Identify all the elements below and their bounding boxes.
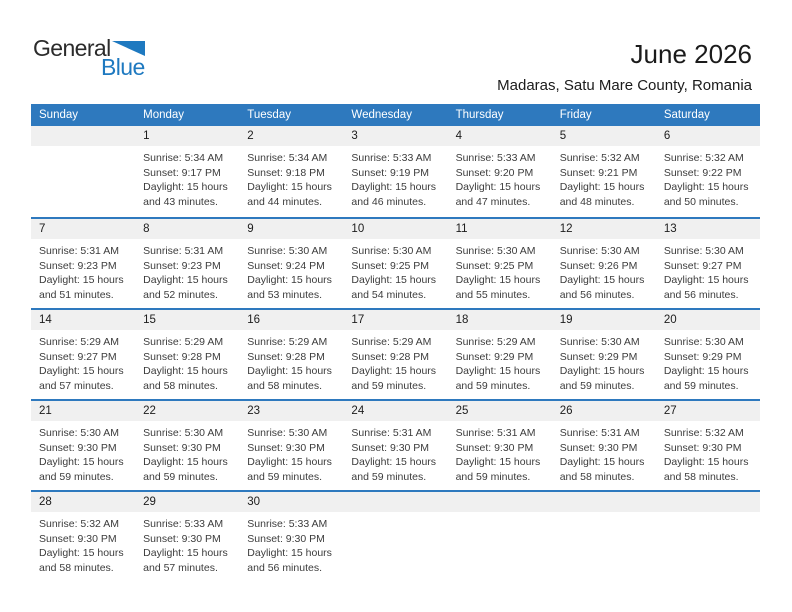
sunrise-text: Sunrise: 5:29 AM	[351, 336, 432, 348]
week-row	[31, 217, 760, 308]
day-cell	[552, 219, 656, 308]
day-details	[31, 330, 135, 393]
sunrise-text: Sunrise: 5:34 AM	[247, 152, 328, 164]
daylight-text-line2: and 59 minutes.	[455, 470, 531, 483]
daylight-text-line1: Daylight: 15 hours	[351, 181, 437, 194]
day-cell	[552, 310, 656, 399]
sunrise-text: Sunrise: 5:29 AM	[247, 336, 328, 348]
sunrise-text: Sunrise: 5:30 AM	[663, 245, 744, 257]
day-cell	[135, 401, 239, 490]
daylight-text-line1: Daylight: 15 hours	[663, 456, 749, 469]
sunset-text: Sunset: 9:18 PM	[247, 166, 325, 179]
sunrise-text: Sunrise: 5:31 AM	[39, 245, 119, 257]
weekday-header-monday: Monday	[143, 109, 185, 121]
day-cell	[239, 401, 343, 490]
day-cell	[343, 126, 447, 217]
day-number: 30	[239, 492, 343, 512]
daylight-text-line2: and 59 minutes.	[663, 379, 739, 392]
day-cell	[31, 219, 135, 308]
day-number	[31, 126, 135, 146]
day-cell	[31, 492, 135, 581]
day-details	[656, 421, 760, 484]
day-number	[448, 492, 552, 512]
sunset-text: Sunset: 9:22 PM	[663, 166, 742, 179]
day-details	[239, 146, 343, 209]
sunset-text: Sunset: 9:29 PM	[559, 350, 638, 363]
day-number: 14	[31, 310, 135, 330]
daylight-text-line1: Daylight: 15 hours	[39, 456, 124, 469]
day-number: 15	[135, 310, 239, 330]
daylight-text-line1: Daylight: 15 hours	[247, 547, 332, 560]
daylight-text-line2: and 56 minutes.	[247, 561, 322, 574]
daylight-text-line1: Daylight: 15 hours	[351, 456, 437, 469]
sunset-text: Sunset: 9:26 PM	[559, 259, 638, 272]
sunset-text: Sunset: 9:28 PM	[247, 350, 325, 363]
sunrise-text: Sunrise: 5:34 AM	[143, 152, 224, 164]
day-details	[31, 421, 135, 484]
daylight-text-line2: and 58 minutes.	[39, 561, 114, 574]
weekday-header-row	[31, 104, 760, 126]
daylight-text-line2: and 50 minutes.	[663, 195, 739, 208]
daylight-text-line2: and 59 minutes.	[143, 470, 218, 483]
daylight-text-line1: Daylight: 15 hours	[455, 365, 541, 378]
daylight-text-line1: Daylight: 15 hours	[143, 274, 228, 287]
week-row	[31, 126, 760, 217]
weekday-header-thursday: Thursday	[455, 109, 504, 121]
sunrise-text: Sunrise: 5:30 AM	[351, 245, 432, 257]
day-details	[239, 512, 343, 575]
weekday-header-wednesday: Wednesday	[351, 109, 412, 121]
sunrise-text: Sunrise: 5:30 AM	[663, 336, 744, 348]
calendar-weeks	[31, 126, 760, 581]
day-number: 20	[656, 310, 760, 330]
daylight-text-line2: and 56 minutes.	[559, 288, 635, 301]
weekday-header-tuesday: Tuesday	[247, 109, 291, 121]
daylight-text-line2: and 58 minutes.	[559, 470, 635, 483]
daylight-text-line1: Daylight: 15 hours	[663, 181, 749, 194]
day-details	[448, 239, 552, 302]
daylight-text-line1: Daylight: 15 hours	[559, 365, 645, 378]
day-number: 29	[135, 492, 239, 512]
week-row	[31, 490, 760, 581]
daylight-text-line2: and 59 minutes.	[351, 470, 427, 483]
day-cell	[656, 219, 760, 308]
daylight-text-line1: Daylight: 15 hours	[143, 456, 228, 469]
daylight-text-line1: Daylight: 15 hours	[559, 456, 645, 469]
daylight-text-line1: Daylight: 15 hours	[351, 274, 437, 287]
daylight-text-line2: and 47 minutes.	[455, 195, 531, 208]
daylight-text-line1: Daylight: 15 hours	[143, 181, 228, 194]
day-cell	[656, 310, 760, 399]
sunrise-text: Sunrise: 5:30 AM	[455, 245, 536, 257]
day-number	[552, 492, 656, 512]
empty-cell	[31, 126, 135, 217]
day-details	[343, 146, 447, 209]
day-details	[552, 512, 656, 517]
sunrise-text: Sunrise: 5:30 AM	[559, 336, 640, 348]
week-row	[31, 308, 760, 399]
day-number: 1	[135, 126, 239, 146]
header-titles	[497, 40, 752, 94]
day-details	[343, 239, 447, 302]
daylight-text-line1: Daylight: 15 hours	[39, 365, 124, 378]
day-cell	[135, 492, 239, 581]
weekday-header-friday: Friday	[559, 109, 592, 121]
sunrise-text: Sunrise: 5:29 AM	[143, 336, 224, 348]
logo-word-general: General	[33, 35, 111, 61]
sunrise-text: Sunrise: 5:32 AM	[39, 518, 119, 530]
sunset-text: Sunset: 9:30 PM	[39, 532, 117, 545]
day-details	[135, 239, 239, 302]
daylight-text-line2: and 58 minutes.	[143, 379, 218, 392]
day-number: 19	[552, 310, 656, 330]
daylight-text-line1: Daylight: 15 hours	[663, 274, 749, 287]
day-cell	[448, 126, 552, 217]
day-number: 3	[343, 126, 447, 146]
day-cell	[552, 401, 656, 490]
day-number: 28	[31, 492, 135, 512]
daylight-text-line2: and 58 minutes.	[663, 470, 739, 483]
sunset-text: Sunset: 9:23 PM	[39, 259, 117, 272]
sunset-text: Sunset: 9:30 PM	[247, 532, 325, 545]
weekday-header-saturday: Saturday	[663, 109, 710, 121]
sunrise-text: Sunrise: 5:33 AM	[455, 152, 536, 164]
sunset-text: Sunset: 9:30 PM	[247, 441, 325, 454]
sunset-text: Sunset: 9:30 PM	[143, 441, 221, 454]
logo	[33, 37, 145, 79]
daylight-text-line1: Daylight: 15 hours	[455, 274, 541, 287]
day-cell	[135, 126, 239, 217]
sunset-text: Sunset: 9:28 PM	[143, 350, 221, 363]
daylight-text-line2: and 52 minutes.	[143, 288, 218, 301]
daylight-text-line2: and 44 minutes.	[247, 195, 322, 208]
daylight-text-line1: Daylight: 15 hours	[39, 547, 124, 560]
day-number: 25	[448, 401, 552, 421]
day-number: 11	[448, 219, 552, 239]
daylight-text-line2: and 59 minutes.	[351, 379, 427, 392]
daylight-text-line2: and 56 minutes.	[663, 288, 739, 301]
daylight-text-line2: and 58 minutes.	[247, 379, 322, 392]
day-number: 18	[448, 310, 552, 330]
day-number: 21	[31, 401, 135, 421]
day-number: 27	[656, 401, 760, 421]
day-details	[448, 146, 552, 209]
sunset-text: Sunset: 9:19 PM	[351, 166, 430, 179]
sunrise-text: Sunrise: 5:33 AM	[143, 518, 224, 530]
day-cell	[343, 219, 447, 308]
day-details	[343, 512, 447, 517]
sunrise-text: Sunrise: 5:31 AM	[559, 427, 640, 439]
calendar-table	[31, 104, 760, 581]
month-title: June 2026	[630, 39, 752, 69]
daylight-text-line1: Daylight: 15 hours	[143, 547, 228, 560]
daylight-text-line2: and 46 minutes.	[351, 195, 427, 208]
day-details	[135, 330, 239, 393]
sunset-text: Sunset: 9:29 PM	[663, 350, 742, 363]
sunset-text: Sunset: 9:17 PM	[143, 166, 221, 179]
day-details	[135, 146, 239, 209]
sunrise-text: Sunrise: 5:33 AM	[351, 152, 432, 164]
sunset-text: Sunset: 9:28 PM	[351, 350, 430, 363]
sunset-text: Sunset: 9:27 PM	[663, 259, 742, 272]
day-number: 17	[343, 310, 447, 330]
sunrise-text: Sunrise: 5:30 AM	[559, 245, 640, 257]
day-cell	[31, 310, 135, 399]
daylight-text-line1: Daylight: 15 hours	[143, 365, 228, 378]
empty-cell	[448, 492, 552, 581]
day-details	[239, 239, 343, 302]
daylight-text-line2: and 51 minutes.	[39, 288, 114, 301]
day-number: 22	[135, 401, 239, 421]
day-cell	[448, 219, 552, 308]
daylight-text-line1: Daylight: 15 hours	[559, 181, 645, 194]
day-details	[448, 330, 552, 393]
daylight-text-line2: and 54 minutes.	[351, 288, 427, 301]
day-number	[343, 492, 447, 512]
day-cell	[239, 310, 343, 399]
day-cell	[239, 126, 343, 217]
daylight-text-line1: Daylight: 15 hours	[247, 456, 332, 469]
day-cell	[552, 126, 656, 217]
sunrise-text: Sunrise: 5:31 AM	[351, 427, 432, 439]
day-details	[343, 421, 447, 484]
day-number: 2	[239, 126, 343, 146]
day-cell	[31, 401, 135, 490]
daylight-text-line1: Daylight: 15 hours	[455, 181, 541, 194]
sunrise-text: Sunrise: 5:30 AM	[247, 427, 328, 439]
day-number: 13	[656, 219, 760, 239]
day-number: 7	[31, 219, 135, 239]
day-details	[135, 421, 239, 484]
day-cell	[656, 401, 760, 490]
day-cell	[448, 310, 552, 399]
sunset-text: Sunset: 9:24 PM	[247, 259, 325, 272]
day-cell	[239, 492, 343, 581]
sunrise-text: Sunrise: 5:30 AM	[247, 245, 328, 257]
day-number: 6	[656, 126, 760, 146]
daylight-text-line2: and 53 minutes.	[247, 288, 322, 301]
daylight-text-line2: and 57 minutes.	[39, 379, 114, 392]
sunset-text: Sunset: 9:30 PM	[143, 532, 221, 545]
sunrise-text: Sunrise: 5:31 AM	[455, 427, 536, 439]
daylight-text-line1: Daylight: 15 hours	[247, 181, 332, 194]
sunrise-text: Sunrise: 5:32 AM	[663, 427, 744, 439]
day-number: 5	[552, 126, 656, 146]
day-details	[656, 146, 760, 209]
daylight-text-line1: Daylight: 15 hours	[455, 456, 541, 469]
day-details	[31, 146, 135, 151]
daylight-text-line1: Daylight: 15 hours	[247, 365, 332, 378]
sunrise-text: Sunrise: 5:29 AM	[455, 336, 536, 348]
sunset-text: Sunset: 9:30 PM	[559, 441, 638, 454]
daylight-text-line1: Daylight: 15 hours	[247, 274, 332, 287]
location-subtitle: Madaras, Satu Mare County, Romania	[497, 77, 752, 94]
day-number: 24	[343, 401, 447, 421]
daylight-text-line2: and 48 minutes.	[559, 195, 635, 208]
day-details	[135, 512, 239, 575]
daylight-text-line2: and 59 minutes.	[247, 470, 322, 483]
day-number: 16	[239, 310, 343, 330]
day-details	[448, 512, 552, 517]
day-details	[31, 512, 135, 575]
day-number: 8	[135, 219, 239, 239]
daylight-text-line2: and 59 minutes.	[559, 379, 635, 392]
sunset-text: Sunset: 9:21 PM	[559, 166, 638, 179]
day-number: 26	[552, 401, 656, 421]
sunrise-text: Sunrise: 5:32 AM	[559, 152, 640, 164]
daylight-text-line2: and 59 minutes.	[39, 470, 114, 483]
day-cell	[239, 219, 343, 308]
day-details	[656, 239, 760, 302]
sunset-text: Sunset: 9:30 PM	[39, 441, 117, 454]
sunset-text: Sunset: 9:25 PM	[455, 259, 534, 272]
sunset-text: Sunset: 9:23 PM	[143, 259, 221, 272]
daylight-text-line1: Daylight: 15 hours	[559, 274, 645, 287]
week-row	[31, 399, 760, 490]
sunrise-text: Sunrise: 5:29 AM	[39, 336, 119, 348]
day-details	[343, 330, 447, 393]
day-details	[552, 239, 656, 302]
daylight-text-line1: Daylight: 15 hours	[663, 365, 749, 378]
empty-cell	[552, 492, 656, 581]
day-number: 23	[239, 401, 343, 421]
day-details	[552, 330, 656, 393]
sunrise-text: Sunrise: 5:31 AM	[143, 245, 224, 257]
sunset-text: Sunset: 9:29 PM	[455, 350, 534, 363]
day-details	[239, 330, 343, 393]
day-number: 10	[343, 219, 447, 239]
daylight-text-line2: and 55 minutes.	[455, 288, 531, 301]
day-details	[552, 146, 656, 209]
sunset-text: Sunset: 9:27 PM	[39, 350, 117, 363]
day-cell	[656, 126, 760, 217]
day-number: 4	[448, 126, 552, 146]
sunrise-text: Sunrise: 5:30 AM	[39, 427, 119, 439]
day-details	[448, 421, 552, 484]
daylight-text-line2: and 59 minutes.	[455, 379, 531, 392]
sunset-text: Sunset: 9:30 PM	[351, 441, 430, 454]
day-cell	[343, 401, 447, 490]
sunset-text: Sunset: 9:30 PM	[663, 441, 742, 454]
day-cell	[448, 401, 552, 490]
empty-cell	[343, 492, 447, 581]
day-number	[656, 492, 760, 512]
day-cell	[135, 219, 239, 308]
sunset-text: Sunset: 9:30 PM	[455, 441, 534, 454]
logo-word-blue: Blue	[101, 54, 145, 80]
day-details	[239, 421, 343, 484]
sunset-text: Sunset: 9:20 PM	[455, 166, 534, 179]
sunrise-text: Sunrise: 5:32 AM	[663, 152, 744, 164]
day-cell	[343, 310, 447, 399]
day-cell	[135, 310, 239, 399]
empty-cell	[656, 492, 760, 581]
daylight-text-line2: and 57 minutes.	[143, 561, 218, 574]
weekday-header-sunday: Sunday	[39, 109, 79, 121]
daylight-text-line1: Daylight: 15 hours	[39, 274, 124, 287]
day-details	[552, 421, 656, 484]
sunrise-text: Sunrise: 5:33 AM	[247, 518, 328, 530]
day-details	[656, 330, 760, 393]
sunset-text: Sunset: 9:25 PM	[351, 259, 430, 272]
daylight-text-line1: Daylight: 15 hours	[351, 365, 437, 378]
day-details	[31, 239, 135, 302]
day-number: 9	[239, 219, 343, 239]
day-details	[656, 512, 760, 517]
day-number: 12	[552, 219, 656, 239]
daylight-text-line2: and 43 minutes.	[143, 195, 218, 208]
sunrise-text: Sunrise: 5:30 AM	[143, 427, 224, 439]
